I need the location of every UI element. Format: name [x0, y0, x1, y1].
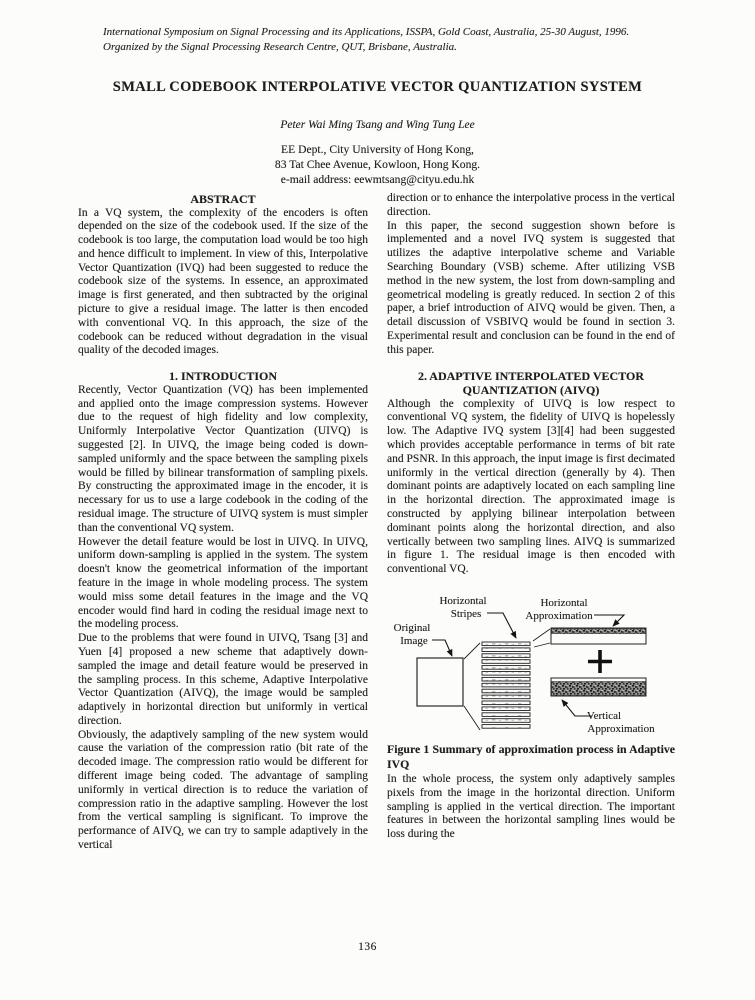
section-2-heading: 2. ADAPTIVE INTERPOLATED VECTOR QUANTIZATION (AIVQ): [417, 368, 645, 398]
introduction-heading: 1. INTRODUCTION: [168, 369, 277, 384]
extract-line-top: [533, 629, 550, 641]
horizontal-approximation-bar: [551, 628, 646, 644]
intro-paragraph-2: However the detail feature would be lost in UIVQ. In UIVQ, uniform down-sampling is applied in the system. The system doesn't know the geometrical information of the important feature in the image in whole modeling process. The system would miss some detail features in the image and the VQ encoder would find hard in coding the residual image next to the modeling process.: [78, 535, 368, 631]
intro-paragraph-1: Recently, Vector Quantization (VQ) has been implemented and applied onto the image compression systems. However due to the request of high fidelity and low complexity, Uniformly Interpolative Vector Quantization (UIVQ) is suggested [2]. In UIVQ, the image being coded is down-sampled uniformly and the space between the sampling pixels would be filled by bilinear transformation of sampling pixels. By constructing the approximated image in the encoder, it is necessary for us to use a large codebook in the coding of the residual image. The structure of UIVQ system is must simpler than the conventional VQ system.: [78, 383, 368, 534]
projection-line-top: [464, 643, 480, 659]
horizontal-approximation-label-line1: Horizontal: [540, 596, 588, 609]
page-number: 136: [358, 941, 377, 953]
plus-sign: [588, 650, 612, 673]
abstract-heading: ABSTRACT: [190, 192, 256, 206]
original-image-box: [417, 658, 463, 706]
figure-1-caption: Figure 1 Summary of approximation process in Adaptive IVQ: [387, 741, 675, 772]
original-image-label-line2: Image: [400, 634, 428, 647]
conference-header: [103, 25, 685, 55]
projection-line-bottom: [464, 706, 480, 730]
approximation-process-figure: [387, 590, 675, 742]
closing-paragraph: In the whole process, the system only adaptively samples pixels from the image in the horizontal direction. Uniform sampling is applied in the vertical direction. The important features in between the horizontal sampling lines would be loss during the: [387, 772, 675, 841]
original-image-label-line1: Original: [393, 621, 431, 634]
section-2-paragraph: Although the complexity of UIVQ is low respect to conventional VQ system, the fidelity of UIVQ is hopelessly low. The Adaptive IVQ system [3][4] had been suggested which provides acceptable performance in terms of bit rate and PSNR. In this approach, the input image is first decimated uniformly in the vertical direction (generally by 4). Then dominant points are adaptively located on each sampling line in the horizontal direction. The approximated image is constructed by applying bilinear interpolation between dominant points along the horizontal direction, and also vertically between two sampling lines. AIVQ is summarized in figure 1. The residual image is then encoded with conventional VQ.: [387, 397, 675, 576]
affiliation-line-1: EE Dept., City University of Hong Kong,: [281, 143, 474, 156]
horizontal-approximation-arrow: [594, 615, 624, 626]
vertical-approximation-label-line2: Approximation: [587, 722, 655, 735]
continuation-paragraph-2: In this paper, the second suggestion shown before is implemented and a novel IVQ system is suggested that utilizes the adaptive interpolative scheme and Variable Searching Boundary (VSB) scheme. After utilizing VSB method in the new system, the lost from down-sampling and geometrical modeling is greatly reduced. In section 2 of this paper, a brief introduction of AIVQ would be given. Then, a detail discussion of VSBIVQ would be found in section 3. Experimental result and conclusion can be found in the end of this paper.: [387, 219, 675, 356]
affiliation-block: [0, 142, 755, 187]
vertical-approximation-label-line1: Vertical: [586, 709, 622, 722]
figure-1-diagram: [387, 590, 675, 742]
horizontal-approximation-label-line2: Approximation: [525, 609, 593, 622]
affiliation-line-2: 83 Tat Chee Avenue, Kowloon, Hong Kong.: [274, 158, 481, 171]
paper-title: SMALL CODEBOOK INTERPOLATIVE VECTOR QUANTIZATION SYSTEM: [112, 79, 643, 95]
horizontal-stripes-label-line1: Horizontal: [439, 594, 487, 607]
vertical-approximation-bar: [551, 678, 646, 696]
horizontal-stripes-stack: [482, 642, 530, 728]
affiliation-line-3: e-mail address: eewmtsang@cityu.edu.hk: [280, 173, 475, 186]
intro-paragraph-3: Due to the problems that were found in UIVQ, Tsang [3] and Yuen [4] proposed a new scheme that adaptively down-sampled the image and detail feature would be preserved in the sampling process. In this scheme, Adaptive Interpolative Vector Quantization (AIVQ), the image would be sampled adaptively in horizontal direction but uniformly in vertical direction.: [78, 632, 368, 727]
original-image-arrow: [432, 640, 452, 656]
conference-header-line-1: International Symposium on Signal Processing and its Applications, ISSPA, Gold Coast, Australia, 25-30 August, 1996.: [103, 26, 630, 38]
right-column: [387, 192, 675, 842]
horizontal-stripes-arrow: [487, 613, 516, 638]
abstract-paragraph: In a VQ system, the complexity of the encoders is often depended on the size of the codebook used. If the size of the codebook is too large, the computation load would be too high and hence difficult to implement. In view of this, Interpolative Vector Quantization (IVQ) had been suggested to reduce the codebook size of the systems. In essence, an approximated image is first generated, and then subtracted by the original picture to give a residual image. The latter is then encoded with conventional VQ. In this approach, the size of the codebook can be reduced without degradation in the visual quality of the decoded images.: [78, 206, 368, 357]
extract-line-bottom: [534, 643, 550, 647]
left-column: [78, 192, 368, 853]
authors-line: Peter Wai Ming Tsang and Wing Tung Lee: [280, 119, 475, 131]
horizontal-stripes-label-line2: Stripes: [450, 607, 482, 620]
continuation-paragraph-1: direction or to enhance the interpolative process in the vertical direction.: [387, 192, 675, 218]
conference-header-line-2: Organized by the Signal Processing Research Centre, QUT, Brisbane, Australia.: [103, 41, 457, 53]
intro-paragraph-4: Obviously, the adaptively sampling of the new system would cause the variation of the compression ratio (bit rate of the decoded image. The compression ratio would be different for different image being coded. The advantage of sampling uniformly in vertical direction is to reduce the variation of compression ratio in the adaptive sampling. However the lost from the vertical sampling is significant. To improve the performance of AIVQ, we can try to sample adaptively in the vertical: [78, 728, 368, 852]
